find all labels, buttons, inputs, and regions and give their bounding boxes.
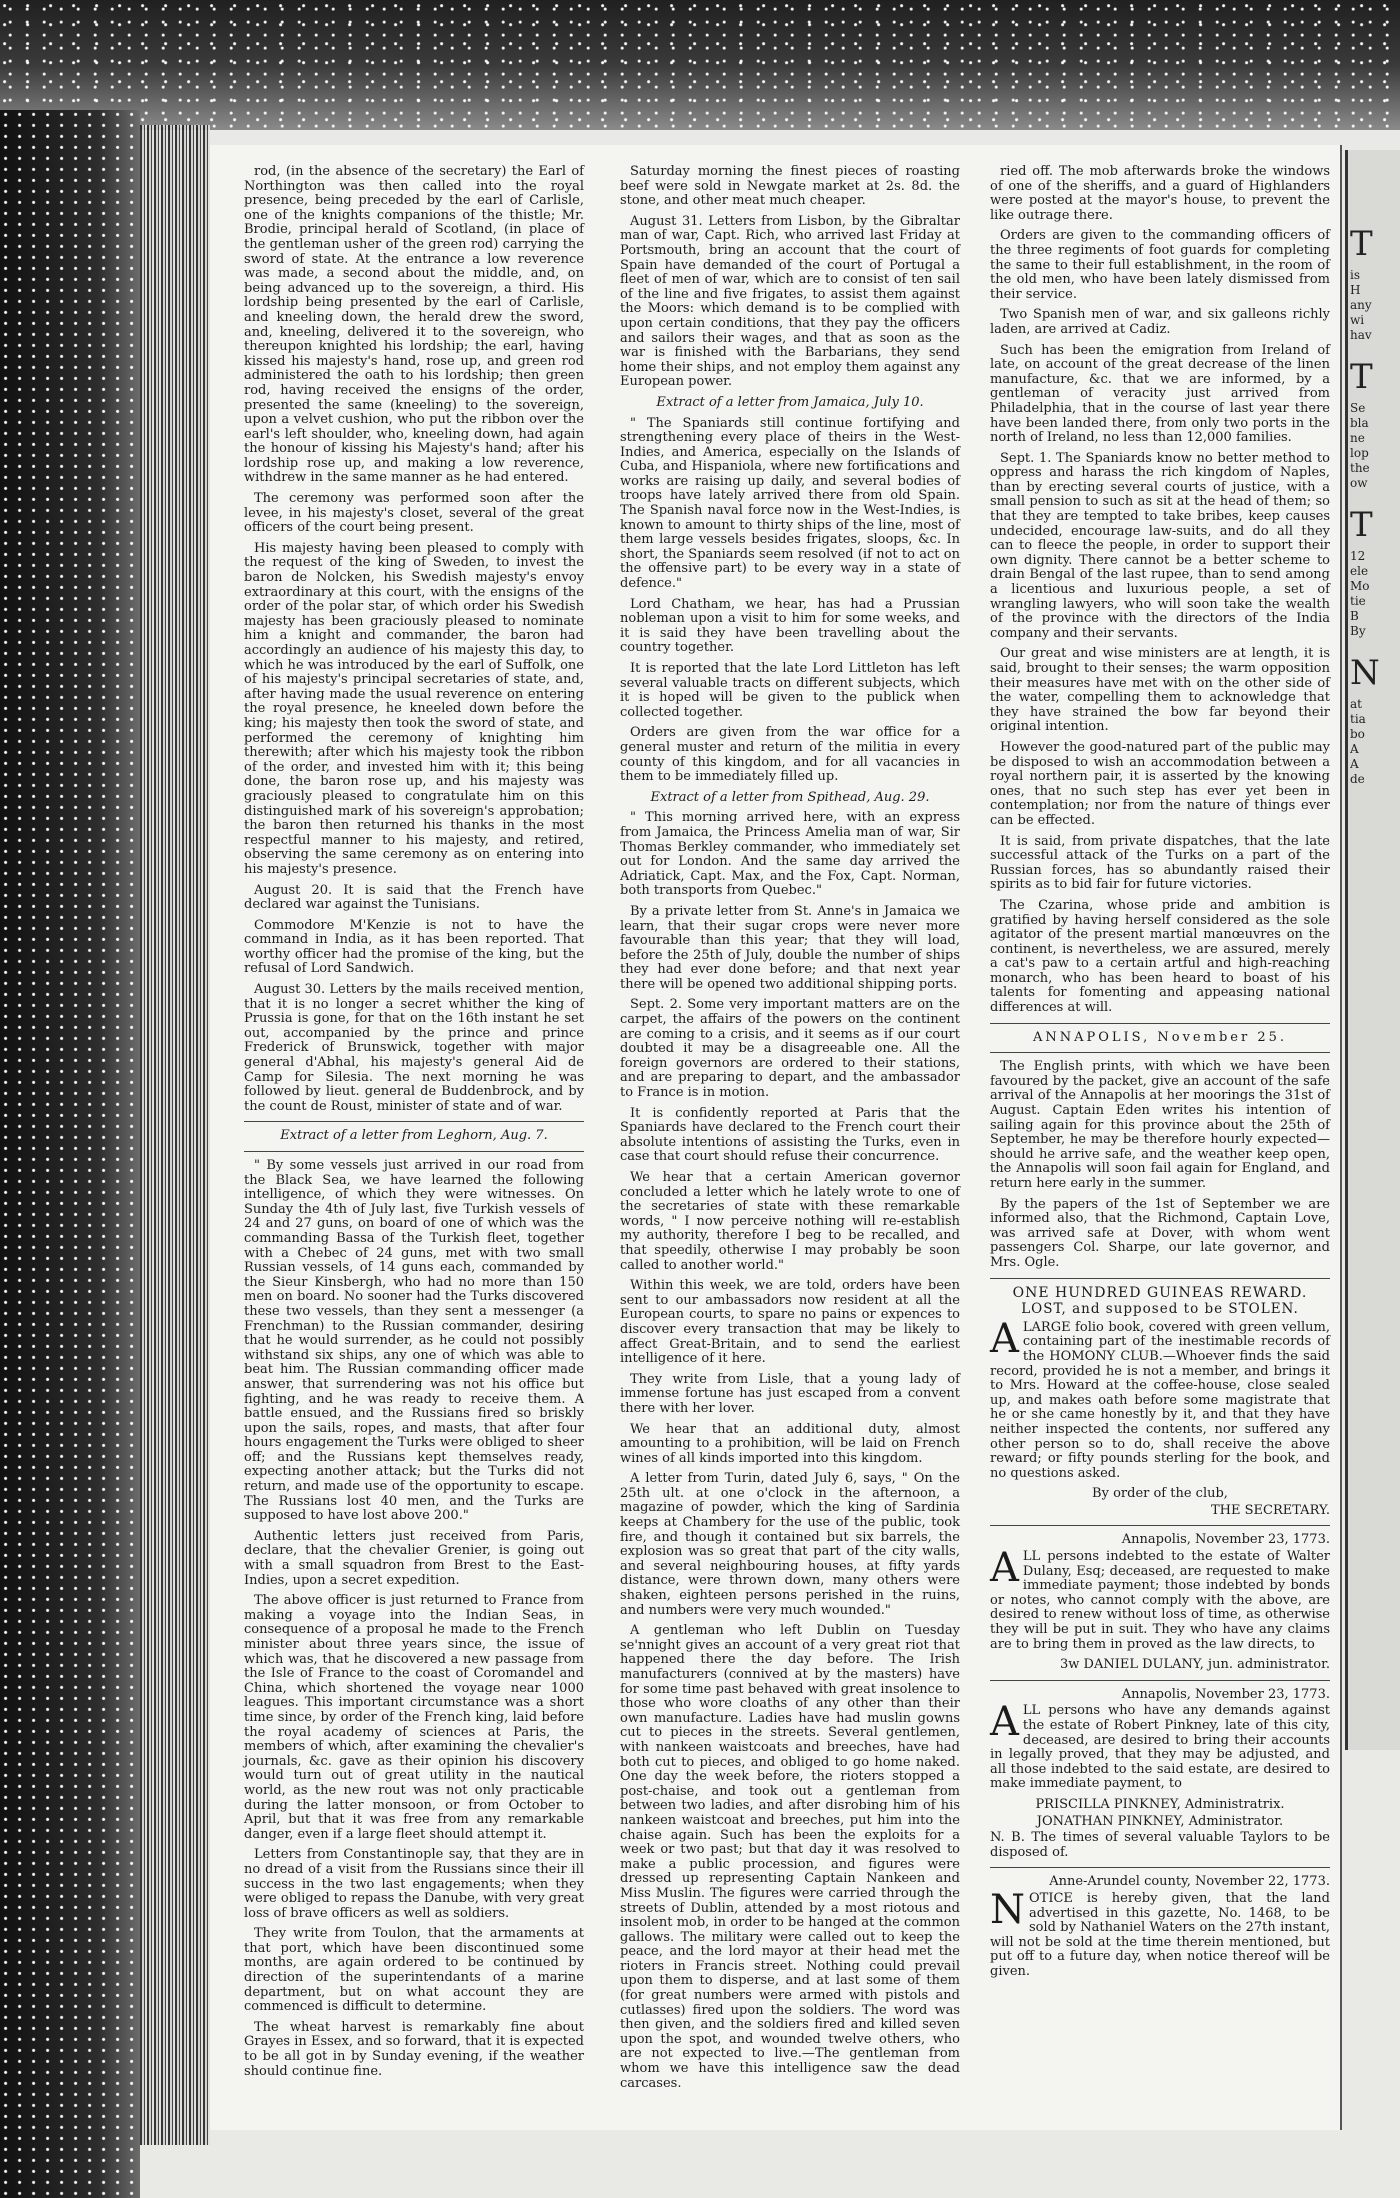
ad-date: Annapolis, November 23, 1773. — [1121, 1532, 1330, 1548]
paragraph: The ceremony was performed soon after the levee, in his majesty's closet, several of the great officers of the court being present. — [244, 491, 584, 536]
fragment-line: tie — [1350, 594, 1366, 608]
paragraph: It is reported that the late Lord Littleton has left several valuable tracts on different subjects, which it is hoped will be given to the publick when collected together. — [620, 661, 960, 720]
column-3 — [990, 165, 1330, 1986]
fragment-line: N — [1350, 653, 1380, 693]
fragment-line: lop — [1350, 446, 1369, 460]
ad-body: LL persons indebted to the estate of Walter Dulany, Esq; deceased, are requested to make immediate payment; those indebted by bonds or notes, who cannot comply with the above, are desired to renew without loss of time, as otherwise they will be put in suit. They who have any claims are to bring them in proved as the law directs, to — [990, 1549, 1330, 1652]
divider — [990, 1680, 1330, 1681]
paragraph: Such has been the emigration from Ireland of late, on account of the great decrease of the linen manufacture, &c. that we are informed, by a gentleman of veracity just arrived from Philadelphia, that in the course of last year there have been landed there, from only two ports in the north of Ireland, no less than 12,000 families. — [990, 342, 1330, 446]
extract-heading-spithead: Extract of a letter from Spithead, Aug. 29. — [650, 789, 930, 805]
paragraph: Sept. 1. The Spaniards know no better method to oppress and harass the rich kingdom of Naples, than by erecting several courts of justice, with a small pension to such as sit at the head of them; so that they are tempted to take bribes, keep causes undecided, encourage law-suits, and do all they can to fleece the people, in order to support their own dignity. There cannot be a better scheme to drain Bengal of the last rupee, than to send among a licentious and luxurious people, a set of wrangling lawyers, who will soon take the wealth of the province with the directors of the India company and their servants. — [990, 450, 1330, 641]
fragment-line: any — [1350, 298, 1372, 312]
fragment-line: Se — [1350, 401, 1366, 415]
divider — [990, 1052, 1330, 1053]
paragraph: " By some vessels just arrived in our road from the Black Sea, we have learned the following intelligence, of which they were witnesses. On Sunday the 4th of July last, five Turkish vessels of 24 and 27 guns, on board of one of which was the commanding Bassa of the Turkish fleet, together with a Chebec of 24 guns, met with two small Russian vessels, of 14 guns each, commanded by the Sieur Kinsbergh, who had no more than 150 men on board. No sooner had the Turks discovered these two vessels, than they sent a messenger (a Frenchman) to the Russian commander, desiring that he would surrender, as he could not possibly withstand six ships, any one of which was able to beat him. The Russian commanding officer made answer, that surrendering was not his office but fighting, and he was ready to receive them. A battle ensued, and the Russians fired so briskly upon the sails, ropes, and masts, that after four hours engagement the Turks were obliged to sheer off; and the Russians kept themselves ready, expecting another attack; but the Turks did not return, and made use of the opportunity to escape. The Russians lost 40 men, and the Turks are supposed to have lost above 200." — [244, 1158, 584, 1524]
facing-page-fragment — [1350, 210, 1398, 787]
paragraph: Lord Chatham, we hear, has had a Prussian nobleman upon a visit to him for some weeks, and it is said they have been travelling about the country together. — [620, 596, 960, 656]
divider — [990, 1867, 1330, 1868]
paragraph: A letter from Turin, dated July 6, says, " On the 25th ult. at one o'clock in the afternoon, a magazine of powder, which the king of Sardinia keeps at Chambery for the use of the public, took fire, and though it contained but six barrels, the explosion was so great that part of the city walls, and several neighbouring houses, at fifty yards distance, were thrown down, many others were shaken, eighteen persons perished in the ruins, and numbers were very much wounded." — [620, 1471, 960, 1618]
paragraph: August 30. Letters by the mails received mention, that it is no longer a secret whither the king of Prussia is gone, for that on the 16th instant he set out, accompanied by the prince and prince Frederick of Brunswick, together with major general d'Abhal, his majesty's general Aid de Camp for Silesia. The next morning he was followed by lieut. general de Buddenbrock, and by the count de Roust, minister of state and of war. — [244, 982, 584, 1114]
paragraph: They write from Lisle, that a young lady of immense fortune has just escaped from a convent there with her lover. — [620, 1371, 960, 1416]
paragraph: A gentleman who left Dublin on Tuesday se'nnight gives an account of a very great riot that happened there the day before. The Irish manufacturers (connived at by the masters) have for some time past behaved with great insolence to those who wore cloaths of any other than their own manufacture. Ladies have had muslin gowns cut to pieces in the streets. Several gentlemen, with nankeen waistcoats and breeches, have had both cut to pieces, and obliged to go home naked. One day the week before, the rioters stopped a post-chaise, and took out a gentleman from between two ladies, and after disrobing him of his nankeen waistcoat and breeches, put him into the chaise again. Such has been the exploits for a week or two past; but that day it was resolved to make a public procession, and figures were dressed up representing Captain Nankeen and Miss Muslin. The figures were carried through the streets of Dublin, attended by a most riotous and insolent mob, in order to be hanged at the common gallows. The military were called out to keep the peace, and the lord mayor at their head met the rioters in Francis street. Nothing could prevail upon them to disperse, and at last some of them (for great numbers were armed with pistols and cutlasses) fired upon the soldiers. The word was then given, and the soldiers fired and killed seven upon the spot, and wounded twelve others, who are not expected to live.—The gentleman from whom we have this intelligence saw the dead carcases. — [620, 1623, 960, 2091]
fragment-line: at — [1350, 697, 1362, 711]
paragraph: By the papers of the 1st of September we are informed also, that the Richmond, Captain Love, was arrived safe at Dover, with whom went passengers Col. Sharpe, our late governor, and Mrs. Ogle. — [990, 1196, 1330, 1270]
advertisement-pinkney — [990, 1688, 1330, 1861]
fragment-line: B — [1350, 609, 1359, 623]
fragment-line: tia — [1350, 712, 1366, 726]
column-1 — [244, 165, 584, 2085]
fragment-line: A — [1350, 742, 1359, 756]
paragraph: We hear that an additional duty, almost amounting to a prohibition, will be laid on French wines of all kinds imported into this kingdom. — [620, 1421, 960, 1466]
drop-cap: A — [990, 1545, 1019, 1592]
divider — [990, 1525, 1330, 1526]
annapolis-dateline: ANNAPOLIS, November 25. — [1032, 1029, 1287, 1045]
fragment-line: bo — [1350, 727, 1365, 741]
paragraph: We hear that a certain American governor concluded a letter which he lately wrote to one of the secretaries of state with these remarkable words, " I now perceive nothing will re-establish my authority, therefore I beg to be recalled, and that speedily, otherwise I may probably be soon called to another world." — [620, 1170, 960, 1273]
ad-date: Annapolis, November 23, 1773. — [1121, 1686, 1330, 1702]
ad-body: LL persons who have any demands against the estate of Robert Pinkney, late of this city, deceased, are desired to bring their accounts in legally proved, that they may be adjusted, and all those indebted to the said estate, are desired to make immediate payment, to — [990, 1703, 1330, 1792]
scan-top-shadow — [0, 0, 1400, 130]
ad-note: N. B. The times of several valuable Taylors to be disposed of. — [990, 1830, 1330, 1860]
fragment-line: hav — [1350, 328, 1372, 342]
paragraph: " This morning arrived here, with an express from Jamaica, the Princess Amelia man of war, Sir Thomas Berkley commander, who immediately set out for London. And the same day arrived the Adriatick, Capt. Max, and the Fox, Capt. Norman, both transports from Quebec." — [620, 810, 960, 899]
paragraph: Our great and wise ministers are at length, it is said, brought to their senses; the warm opposition their measures have met with on the other side of the water, compelling them to acknowledge that they have strained the bow far beyond their original intention. — [990, 646, 1330, 735]
divider — [244, 1151, 584, 1152]
paragraph: ried off. The mob afterwards broke the windows of one of the sheriffs, and a guard of Highlanders were posted at the mayor's house, to prevent the like outrage there. — [990, 164, 1330, 223]
paragraph: Commodore M'Kenzie is not to have the command in India, as it has been reported. That worthy officer had the promise of the king, but the refusal of Lord Sandwich. — [244, 917, 584, 977]
fragment-line: wi — [1350, 313, 1365, 327]
divider — [990, 1278, 1330, 1279]
fragment-line: H — [1350, 283, 1361, 297]
paragraph: Orders are given from the war office for a general muster and return of the militia in every county of this kingdom, and for all vacancies in them to be immediately filled up. — [620, 725, 960, 785]
paragraph: His majesty having been pleased to comply with the request of the king of Sweden, to invest the baron de Nolcken, his Swedish majesty's envoy extraordinary at this court, with the ensigns of the order of the polar star, of which order his Swedish majesty has been graciously pleased to nominate him a knight and commander, the baron had accordingly an audience of his majesty this day, to which he was introduced by the earl of Suffolk, one of his majesty's principal secretaries of state, and, after having made the usual reverence on entering the royal presence, he kneeled down before the king; his majesty then took the sword of state, and performed the ceremony of knighting him therewith; after which his majesty took the ribbon of the order, and invested him with it; this being done, the baron rose up, and his majesty was graciously pleased to congratulate him on this distinguished mark of his sovereign's approbation; the baron then returned his thanks in the most respectful manner to his majesty, and retired, observing the same ceremony as on entering into his majesty's presence. — [244, 540, 584, 877]
divider — [990, 1023, 1330, 1024]
fragment-line: is — [1350, 268, 1360, 282]
paragraph: By a private letter from St. Anne's in Jamaica we learn, that their sugar crops were never more favourable than this year; that they will load, before the 25th of July, double the number of ships they had ever done before; and that next year there will be opened two additional shipping ports. — [620, 903, 960, 992]
advertisement-dulany — [990, 1533, 1330, 1672]
ad-signature: DANIEL DULANY, jun. administrator. — [1083, 1657, 1330, 1673]
paragraph: Authentic letters just received from Paris, declare, that the chevalier Grenier, is going out with a small squadron from Brest to the East-Indies, upon a secret expedition. — [244, 1528, 584, 1588]
ad-title: ONE HUNDRED GUINEAS REWARD. — [1012, 1284, 1308, 1301]
ad-date: Anne-Arundel county, November 22, 1773. — [1049, 1874, 1330, 1890]
fragment-line: the — [1350, 461, 1370, 475]
divider — [244, 1121, 584, 1122]
ad-signature: JONATHAN PINKNEY, Administrator. — [1036, 1813, 1284, 1829]
drop-cap: N — [990, 1886, 1025, 1933]
fragment-line: T — [1350, 357, 1373, 397]
fragment-line: ne — [1350, 431, 1365, 445]
paragraph: Sept. 2. Some very important matters are on the carpet, the affairs of the powers on the continent are coming to a crisis, and it seems as if our court doubted it may be a disagreeable one. All the foreign governors are ordered to their stations, and are preparing to depart, and the ambassador to France is in motion. — [620, 997, 960, 1101]
fragment-line: 12 — [1350, 549, 1366, 563]
fragment-line: A — [1350, 757, 1359, 771]
fragment-line: By — [1350, 624, 1366, 638]
paragraph: Orders are given to the commanding officers of the three regiments of foot guards for completing the same to their full establishment, in the room of the old men, who have been lately dismissed from their service. — [990, 228, 1330, 302]
ad-body: LARGE folio book, covered with green vellum, containing part of the inestimable records of the HOMONY CLUB.—Whoever finds the said record, provided he is not a member, and brings it to Mrs. Howard at the coffee-house, close sealed up, and makes oath before some magistrate that he or she came honestly by it, and that they have neither inspected the contents, nor suffered any other person so to do, shall receive the above reward; or fifty pounds sterling for the book, and no questions asked. — [990, 1319, 1330, 1481]
ad-insertion-code: 3w — [1059, 1657, 1080, 1673]
extract-heading-leghorn: Extract of a letter from Leghorn, Aug. 7. — [280, 1128, 548, 1144]
fragment-line: ow — [1350, 476, 1368, 490]
fragment-line: ele — [1350, 564, 1369, 578]
paragraph: August 20. It is said that the French have declared war against the Tunisians. — [244, 882, 584, 913]
paragraph: Two Spanish men of war, and six galleons richly laden, are arrived at Cadiz. — [990, 307, 1330, 337]
paragraph: They write from Toulon, that the armaments at that port, which have been discontinued some months, are again ordered to be continued by direction of the superintendants of a marine department, but on what account they are commenced is difficult to determine. — [244, 1926, 584, 2015]
ad-signature: PRISCILLA PINKNEY, Administratrix. — [1035, 1796, 1285, 1812]
paragraph: Saturday morning the finest pieces of roasting beef were sold in Newgate market at 2s. 8d. the stone, and other meat much cheaper. — [620, 164, 960, 209]
paragraph: It is confidently reported at Paris that the Spaniards have declared to the French court their absolute intentions of assisting the Turks, even in case that court should refuse their concurrence. — [620, 1105, 960, 1165]
fragment-line: bla — [1350, 416, 1369, 430]
ad-signature: THE SECRETARY. — [1210, 1502, 1330, 1518]
paragraph: The English prints, with which we have been favoured by the packet, give an account of the safe arrival of the Annapolis at her moorings the 31st of August. Captain Eden writes his intention of sailing again for this province about the 25th of September, he may be therefore hourly expected—should he arrive safe, and the weather keep open, the Annapolis will soon fail again for England, and return here early in the summer. — [990, 1059, 1330, 1191]
fragment-line: Mo — [1350, 579, 1370, 593]
paragraph: Letters from Constantinople say, that they are in no dread of a visit from the Russians since their ill success in the two last engagements; when they were obliged to repass the Danube, with very great loss of brave officers as well as soldiers. — [244, 1847, 584, 1921]
paragraph: " The Spaniards still continue fortifying and strengthening every place of theirs in the West-Indies, and America, especially on the Islands of Cuba, and Hispaniola, where new fortifications and works are raising up daily, and several bodies of troops have lately arrived there from old Spain. The Spanish naval force now in the West-Indies, is known to amount to thirty ships of the line, most of them large vessels besides frigates, sloops, &c. In short, the Spaniards seem resolved (if not to act on the offensive part) to be every way in a state of defence." — [620, 415, 960, 592]
fragment-line: T — [1350, 224, 1373, 264]
ad-body: OTICE is hereby given, that the land advertised in this gazette, No. 1468, to be sold by Nathaniel Waters on the 27th instant, will not be sold at the time therein mentioned, but put off to a future day, when notice thereof will be given. — [990, 1890, 1330, 1979]
fragment-line: T — [1350, 505, 1373, 545]
fragment-line: de — [1350, 772, 1365, 786]
paragraph: It is said, from private dispatches, that the late successful attack of the Turks on a part of the Russian forces, has so abundantly raised their spirits as to bid fair for future victories. — [990, 833, 1330, 893]
drop-cap: A — [990, 1699, 1019, 1746]
extract-heading-jamaica: Extract of a letter from Jamaica, July 10. — [656, 394, 924, 410]
ad-subtitle: LOST, and supposed to be STOLEN. — [1021, 1301, 1299, 1318]
scan-left-shadow — [0, 110, 140, 2198]
newspaper-page — [210, 145, 1342, 2130]
ad-byline: By order of the club, — [1092, 1486, 1228, 1502]
paragraph: However the good-natured part of the public may be disposed to wish an accommodation between a royal northern pair, it is asserted by the knowing ones, that no such step has ever yet been in contemplation; nor from the nature of things ever can be effected. — [990, 739, 1330, 828]
paragraph: The Czarina, whose pride and ambition is gratified by having herself considered as the sole agitator of the present martial manœuvres on the continent, is nevertheless, we are assured, merely a cat's paw to a certain artful and high-reaching monarch, who has been heard to boast of his talents for fomenting and appeasing national differences at will. — [990, 897, 1330, 1016]
book-spine — [140, 125, 210, 2145]
paragraph: Within this week, we are told, orders have been sent to our ambassadors now resident at all the European courts, to spare no pains or expences to discover every transaction that may be likely to affect Great-Britain, and to send the earliest intelligence of it here. — [620, 1278, 960, 1367]
advertisement-notice — [990, 1875, 1330, 1979]
paragraph: August 31. Letters from Lisbon, by the Gibraltar man of war, Capt. Rich, who arrived last Friday at Portsmouth, bring an account that the court of Spain have demanded of the court of Portugal a fleet of men of war, which are to consist of ten sail of the line and five frigates, to assist them against the Moors: which demand is to be complied with upon certain conditions, that they pay the officers and sailors their wages, and that as soon as the war is finished with the Barbarians, they send home their ships, and not employ them against any European power. — [620, 213, 960, 390]
paragraph: The above officer is just returned to France from making a voyage into the Indian Seas, in consequence of a proposal he made to the French minister about three years since, the issue of which was, that he discovered a new passage from the Isle of France to the coast of Coromandel and China, which shortened the voyage near 1000 leagues. This important circumstance was a short time since, by order of the French king, laid before the royal academy of sciences at Paris, the members of which, after examining the chevalier's journals, &c. gave as their opinion his discovery would turn out of great utility in the nautical world, as the new rout was not only practicable during the latter monsoon, or from October to April, but that it was free from any remarkable danger, even if a large fleet should attempt it. — [244, 1593, 584, 1842]
advertisement-reward — [990, 1286, 1330, 1519]
paragraph: The wheat harvest is remarkably fine about Grayes in Essex, and so forward, that it is expected to be all got in by Sunday evening, if the weather should continue fine. — [244, 2019, 584, 2079]
paragraph: rod, (in the absence of the secretary) the Earl of Northington was then called into the royal presence, being preceded by the earl of Carlisle, one of the knights companions of the thistle; Mr. Brodie, principal herald of Scotland, (in place of the gentleman usher of the green rod) carrying the sword of state. At the entrance a low reverence was made, a second about the middle, and, on being advanced up to the sovereign, a third. His lordship being presented by the earl of Carlisle, and kneeling down, the herald drew the sword, and, kneeling, delivered it to the sovereign, who thereupon knighted his lordship; the earl, having kissed his majesty's hand, rose up, and green rod administered the oath to his lordship; then green rod, having received the ensigns of the order, presented the same (kneeling) to the sovereign, upon a velvet cushion, who put the ribbon over the earl's left shoulder, who, kneeling down, had again the honour of kissing his Majesty's hand; after his lordship rose up, and making a low reverence, withdrew in the same manner as he had entered. — [244, 164, 584, 486]
drop-cap: A — [990, 1315, 1019, 1362]
column-2 — [620, 165, 960, 2097]
